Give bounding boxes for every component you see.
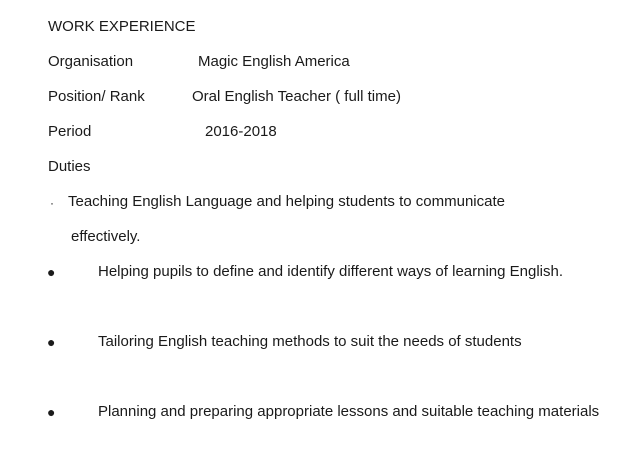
bullet-icon: ●: [47, 404, 56, 420]
period-label: Period: [48, 123, 92, 140]
period-value: 2016-2018: [205, 123, 277, 140]
organisation-label: Organisation: [48, 53, 134, 70]
organisation-value: Magic English America: [198, 53, 350, 70]
duty-item-1-line-1: Teaching English Language and helping students to communicate: [68, 193, 505, 210]
duty-item-2: Helping pupils to define and identify different ways of learning English.: [98, 263, 564, 280]
bullet-icon: ·: [50, 196, 54, 210]
position-label: Position/ Rank: [48, 88, 145, 105]
bullet-icon: ●: [47, 264, 56, 280]
position-value: Oral English Teacher ( full time): [192, 88, 401, 105]
duty-item-4: Planning and preparing appropriate lessons and suitable teaching materials: [98, 403, 600, 420]
duty-item-3: Tailoring English teaching methods to suit the needs of students: [98, 333, 522, 350]
duties-label: Duties: [48, 158, 91, 175]
bullet-icon: ●: [47, 334, 56, 350]
duty-item-1-line-2: effectively.: [71, 228, 141, 245]
section-heading: WORK EXPERIENCE: [48, 18, 196, 35]
